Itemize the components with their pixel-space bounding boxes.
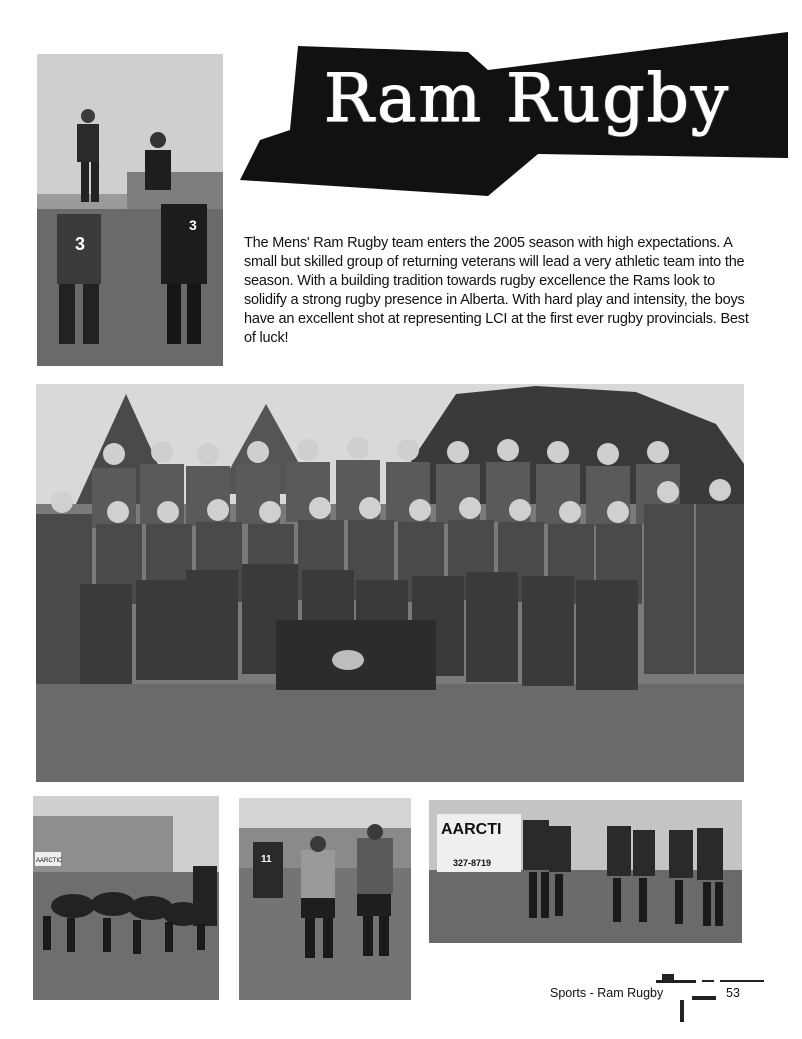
title-banner (238, 30, 788, 200)
jersey-number-right: 3 (189, 217, 197, 233)
running-photo (239, 798, 411, 1000)
page-title: Ram Rugby (324, 60, 731, 137)
page-number: 53 (726, 986, 740, 1000)
intro-paragraph: The Mens' Ram Rugby team enters the 2005 season with high expectations. A small but skilled group of returning veterans will lead a very athletic team into the season. With a building tradition towards rugby excellence the Rams look to solidify a strong rugby presence in Alberta. With hard play and intensity, the boys have an excellent shot at representing LCI at the first ever rugby provincials. Best of luck! (244, 235, 749, 346)
running-jersey-number: 11 (261, 854, 272, 865)
lineout-photo (37, 54, 223, 366)
sideline-photo (429, 800, 742, 943)
sideline-sign-title: AARCTI (441, 821, 502, 838)
team-photo (36, 384, 744, 782)
scrum-photo (33, 796, 219, 1000)
jersey-number-left: 3 (75, 234, 86, 254)
footer-section-label: Sports - Ram Rugby (550, 986, 664, 1000)
sideline-sign-phone: 327-8719 (453, 858, 492, 868)
scrum-sign-text: AARCTIC (36, 858, 63, 864)
